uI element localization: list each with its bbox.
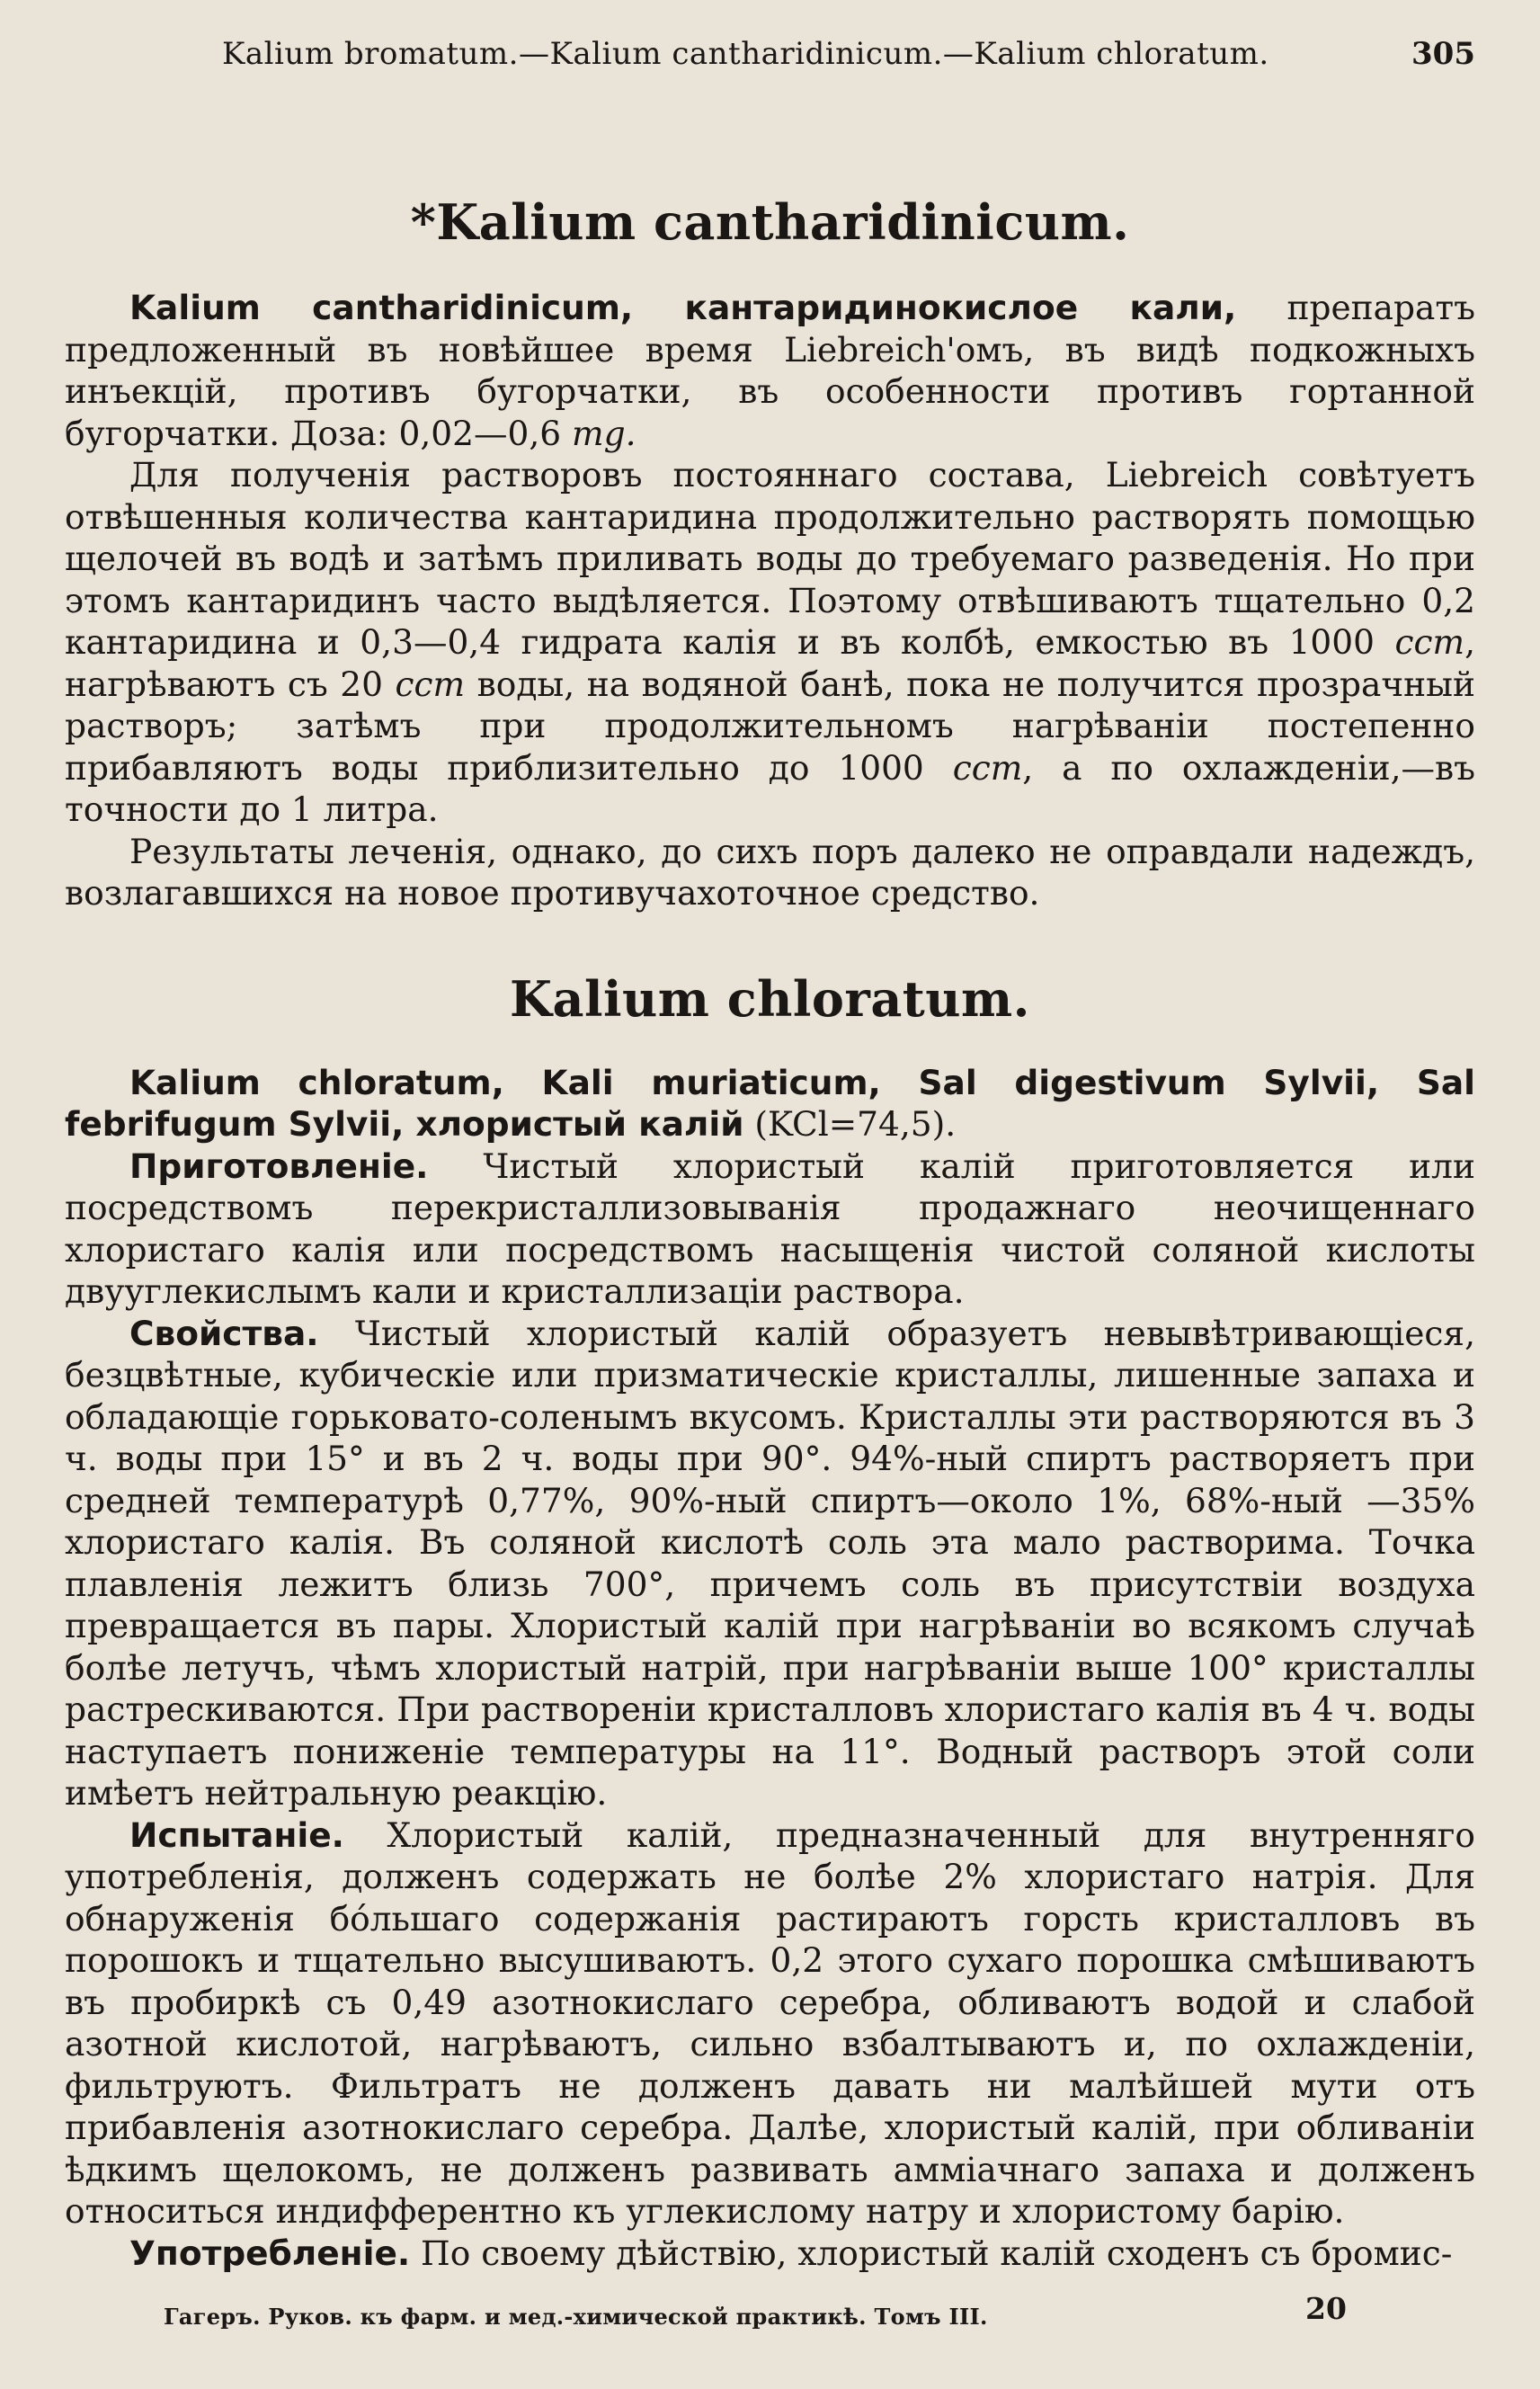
paragraph-text: воды, на водяной банѣ, пока не получится прозрачный растворъ; затѣмъ при продолжительномъ нагрѣваніи постепенно прибавляютъ воды приблизительно до 1000 [65,664,1475,788]
subsection-heading: Приготовленіе. [129,1145,429,1186]
paragraph [65,1145,1475,1313]
paragraph-text: (KCl=74,5). [743,1104,957,1144]
paragraph [65,1814,1475,2233]
running-head [65,36,1475,81]
entry-lead: Kalium chloratum, Kali muriaticum, Sal digestivum Sylvii, Sal febrifugum Sylvii, хлористый калій [65,1062,1475,1144]
paragraph-text: , а по охлажденіи,—въ точности до 1 литра. [65,747,1475,829]
running-title: Kalium bromatum.—Kalium cantharidinicum.—Kalium chloratum. [222,36,1269,72]
paragraph [65,1062,1475,1145]
book-reference: Гагеръ. Руков. къ фарм. и мед.-химической практикѣ. Томъ III. [164,2304,988,2330]
paragraph [65,1313,1475,1814]
paragraph [65,287,1475,454]
unit: ccm [1394,622,1465,662]
paragraph-text: Хлористый калій, предназначенный для внутренняго употребленія, долженъ содержать не болѣе 2% хлористаго натрія. Для обнаруженія бо́льшаго содержанія растираютъ горсть кристалловъ въ порошокъ и тщательно высушиваютъ. 0,2 этого сухаго порошка смѣшиваютъ въ пробиркѣ съ 0,49 азотнокислаго серебра, обливаютъ водой и слабой азотной кислотой, нагрѣваютъ, сильно взбалтываютъ и, по охлажденіи, фильтруютъ. Фильтратъ не долженъ давать ни малѣйшей мути отъ прибавленія азотнокислаго серебра. Далѣе, хлористый калій, при обливаніи ѣдкимъ щелокомъ, не долженъ развивать аммiачнаго запаха и долженъ относиться индифферентно къ углекислому натру и хлористому барію. [65,1814,1475,2231]
subsection-heading: Испытаніе. [129,1814,344,1855]
paragraph-text: Для полученія растворовъ постояннаго состава, Liebreich совѣтуетъ отвѣшенныя количества кантаридина продолжительно растворять помощью щелочей въ водѣ и затѣмъ приливать воды до требуемаго разведенія. Но при этомъ кантаридинъ часто выдѣляется. Поэтому отвѣшиваютъ тщательно 0,2 кантаридина и 0,3—0,4 гидрата калія и въ колбѣ, емкостью въ 1000 [65,455,1475,662]
page-number: 305 [1411,36,1475,72]
paragraph-text: Чистый хлористый калій образуетъ невывѣтривающіеся, безцвѣтные, кубическіе или призматическіе кристаллы, лишенные запаха и обладающіе горьковато-соленымъ вкусомъ. Кристаллы эти растворяются въ 3 ч. воды при 15° и въ 2 ч. воды при 90°. 94%-ный спиртъ растворяетъ при средней температурѣ 0,77%, 90%-ный спиртъ—около 1%, 68%-ный —35% хлористаго калія. Въ соляной кислотѣ соль эта мало растворима. Точка плавленія лежитъ близь 700°, причемъ соль въ присутствіи воздуха превращается въ пары. Хлористый калій при нагрѣваніи во всякомъ случаѣ болѣе летучъ, чѣмъ хлористый натрій, при нагрѣваніи выше 100° кристаллы растрескиваются. При раствореніи кристалловъ хлористаго калія въ 4 ч. воды наступаетъ пониженіе температуры на 11°. Водный растворъ этой соли имѣетъ нейтральную реакцію. [65,1313,1475,1813]
paragraph: Результаты леченія, однако, до сихъ поръ далеко не оправдали надеждъ, возлагавшихся на новое противучахоточное средство. [65,831,1475,913]
subsection-heading: Свойства. [129,1313,319,1353]
page-footer [65,2291,1475,2336]
paragraph-text: , нагрѣваютъ съ 20 [65,622,1475,704]
unit: mg. [572,413,636,453]
paragraph-text: препаратъ предложенный въ новѣйшее время Liebreich'омъ, въ видѣ подкожныхъ инъекцій, противъ бугорчатки, въ особенности противъ гортанной бугорчатки. Доза: 0,02—0,6 [65,288,1475,453]
signature-mark: 20 [1305,2291,1347,2326]
unit: ccm [952,747,1023,788]
paragraph-text: По своему дѣйствію, хлористый калій сходенъ съ бромис- [410,2233,1453,2273]
paragraph [65,2233,1475,2275]
section-title-kalium-chloratum: Kalium chloratum. [510,969,1030,1028]
unit: ccm [395,664,466,704]
entry-lead: Kalium cantharidinicum, кантаридинокислое кали, [129,288,1237,327]
paragraph-text: Чистый хлористый калій приготовляется или посредствомъ перекристаллизовыванія продажнаго неочищеннаго хлористаго калія или посредствомъ насыщенія чистой соляной кислоты двууглекислымъ кали и кристаллизаціи раствора. [65,1145,1475,1311]
subsection-heading: Употребленіе. [129,2233,411,2273]
page-content [65,193,1475,2274]
section-title-kalium-cantharidinicum: *Kalium cantharidinicum. [410,193,1130,251]
paragraph [65,454,1475,831]
